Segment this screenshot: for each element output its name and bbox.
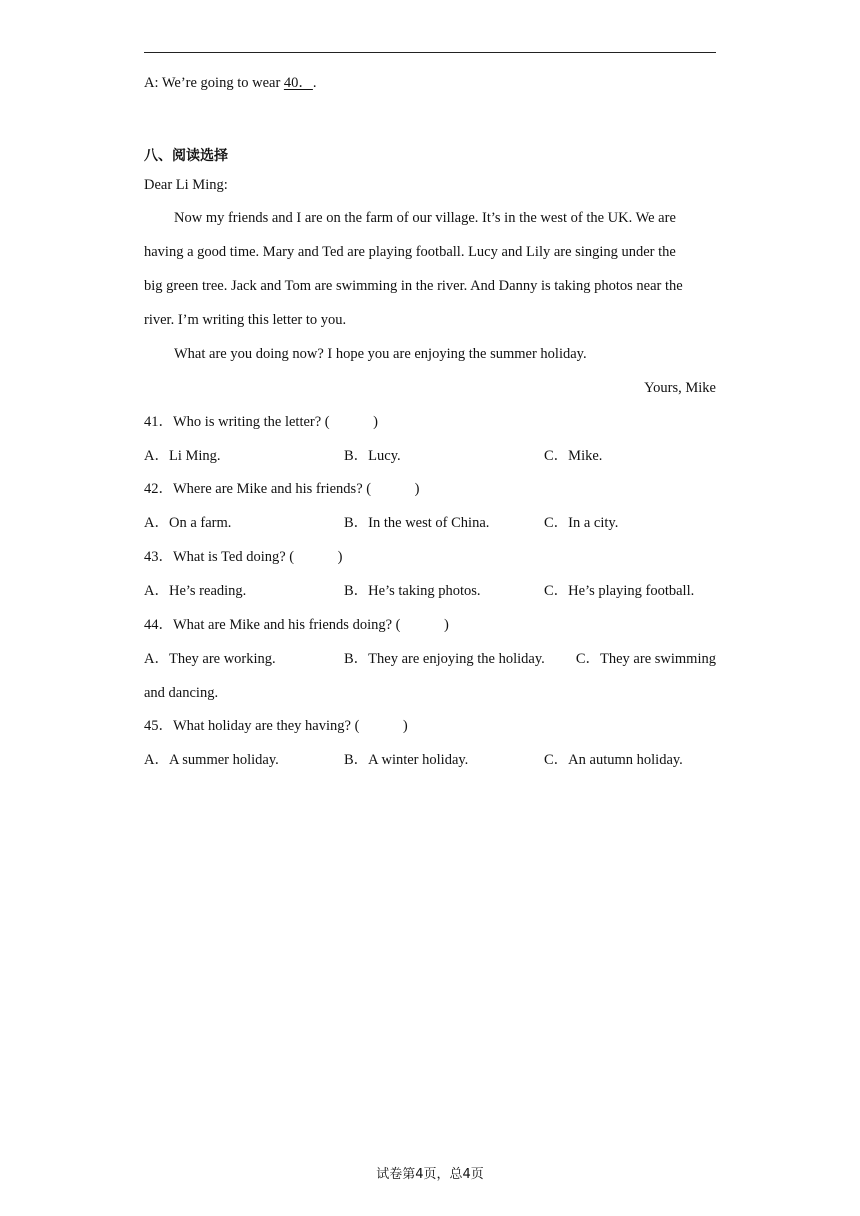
option-45-a[interactable]: A．A summer holiday. [144,752,279,768]
answer-blank-40: 40． [283,75,313,91]
question-options-42 [144,513,716,533]
letter-line-1: Now my friends and I are on the farm of our village. It’s in the west of the UK. We are [174,210,676,226]
option-41-c[interactable]: C．Mike. [544,448,603,464]
question-stem-41: 41．Who is writing the letter? ( ) [144,414,378,430]
option-44-c[interactable]: C．They are swimming [575,651,716,667]
question-options-41 [144,446,716,466]
letter-paragraph-2: What are you doing now? I hope you are enjoying the summer holiday. [174,346,587,362]
option-44-a[interactable]: A．They are working. [144,651,276,667]
option-42-b[interactable]: B．In the west of China. [344,515,490,531]
question-options-44 [144,649,716,669]
option-43-b[interactable]: B．He’s taking photos. [344,583,481,599]
letter-line-3: big green tree. Jack and Tom are swimming in the river. And Danny is taking photos near the [144,278,683,294]
option-45-c[interactable]: C．An autumn holiday. [544,752,683,768]
option-42-c[interactable]: C．In a city. [544,515,619,531]
question-options-45 [144,750,716,770]
answer-suffix: . [312,75,317,91]
option-41-b[interactable]: B．Lucy. [344,448,401,464]
question-stem-44: 44．What are Mike and his friends doing? ( ) [144,617,449,633]
option-43-c[interactable]: C．He’s playing football. [544,583,695,599]
question-stem-42: 42．Where are Mike and his friends? ( ) [144,481,420,497]
question-options-43 [144,581,716,601]
option-43-a[interactable]: A．He’s reading. [144,583,247,599]
answer-prefix: A: We’re going to wear [144,75,284,91]
previous-answer-line [144,73,716,93]
option-42-a[interactable]: A．On a farm. [144,515,232,531]
header-rule [144,52,716,53]
letter-greeting: Dear Li Ming: [144,177,228,193]
letter-line-4: river. I’m writing this letter to you. [144,312,347,328]
option-44-c-continuation: and dancing. [144,685,219,701]
question-stem-43: 43．What is Ted doing? ( ) [144,549,343,565]
section-title: 八、阅读选择 [144,148,228,164]
option-41-a[interactable]: A．Li Ming. [144,448,221,464]
option-44-b[interactable]: B．They are enjoying the holiday. [344,651,545,667]
page-footer: 试卷第4页，总4页 [376,1167,484,1182]
letter-signature: Yours, Mike [644,380,716,396]
question-stem-45: 45．What holiday are they having? ( ) [144,718,408,734]
option-45-b[interactable]: B．A winter holiday. [344,752,469,768]
letter-line-2: having a good time. Mary and Ted are playing football. Lucy and Lily are singing under the [144,244,676,260]
